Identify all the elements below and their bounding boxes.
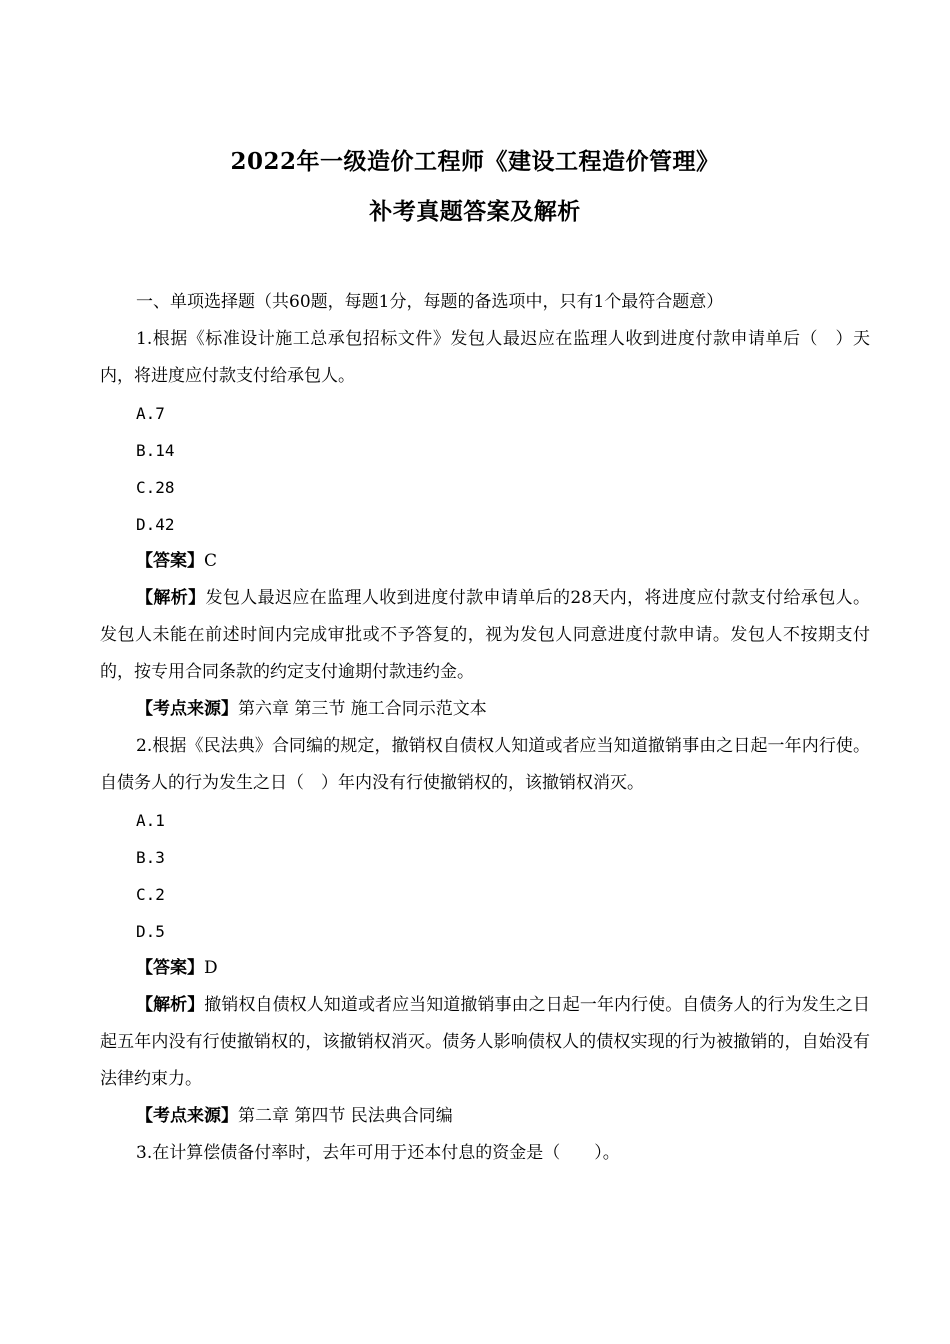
question-2-answer xyxy=(100,950,870,987)
answer-value: C xyxy=(204,551,218,571)
analysis-label: 【解析】 xyxy=(136,995,205,1015)
source-label: 【考点来源】 xyxy=(136,699,238,719)
answer-value: D xyxy=(204,958,218,978)
answer-label: 【答案】 xyxy=(136,958,204,978)
document-title-line1: 2022年一级造价工程师《建设工程造价管理》 xyxy=(230,148,720,175)
analysis-label: 【解析】 xyxy=(136,588,206,608)
question-2-option-a: A.1 xyxy=(136,811,165,830)
document-title-line2: 补考真题答案及解析 xyxy=(369,198,581,225)
question-2-option-c: C.2 xyxy=(136,885,165,904)
question-1-analysis xyxy=(100,580,870,691)
question-1-source xyxy=(100,691,870,728)
section-heading: 一、单项选择题（共60题，每题1分，每题的备选项中，只有1个最符合题意） xyxy=(136,292,724,312)
question-2-analysis xyxy=(100,987,870,1098)
source-label: 【考点来源】 xyxy=(136,1106,238,1126)
analysis-text: 发包人最迟应在监理人收到进度付款申请单后的28天内，将进度应付款支付给承包人。发包人未能在前述时间内完成审批或不予答复的，视为发包人同意进度付款申请。发包人不按期支付的，按专用合同条款的约定支付逾期付款违约金。 xyxy=(100,588,870,682)
document-body xyxy=(100,284,870,1172)
question-3-stem: 3.在计算偿债备付率时，去年可用于还本付息的资金是（ ）。 xyxy=(136,1143,620,1163)
analysis-text: 撤销权自债权人知道或者应当知道撤销事由之日起一年内行使。自债务人的行为发生之日起五年内没有行使撤销权的，该撤销权消灭。债务人影响债权人的债权实现的行为被撤销的，自始没有法律约束力。 xyxy=(100,995,871,1089)
question-1-answer xyxy=(100,543,870,580)
question-1-option-d: D.42 xyxy=(136,515,175,534)
question-1-option-a: A.7 xyxy=(136,404,165,423)
question-2-source xyxy=(100,1098,870,1135)
source-text: 第二章 第四节 民法典合同编 xyxy=(238,1106,453,1126)
answer-label: 【答案】 xyxy=(136,551,204,571)
question-1-stem: 1.根据《标准设计施工总承包招标文件》发包人最迟应在监理人收到进度付款申请单后（ ）天内，将进度应付款支付给承包人。 xyxy=(100,329,870,386)
question-2-option-d: D.5 xyxy=(136,922,165,941)
source-text: 第六章 第三节 施工合同示范文本 xyxy=(238,699,487,719)
question-1-option-c: C.28 xyxy=(136,478,175,497)
question-2-stem: 2.根据《民法典》合同编的规定，撤销权自债权人知道或者应当知道撤销事由之日起一年内行使。自债务人的行为发生之日（ ）年内没有行使撤销权的，该撤销权消灭。 xyxy=(100,736,870,793)
question-1-option-b: B.14 xyxy=(136,441,175,460)
question-2-option-b: B.3 xyxy=(136,848,165,867)
